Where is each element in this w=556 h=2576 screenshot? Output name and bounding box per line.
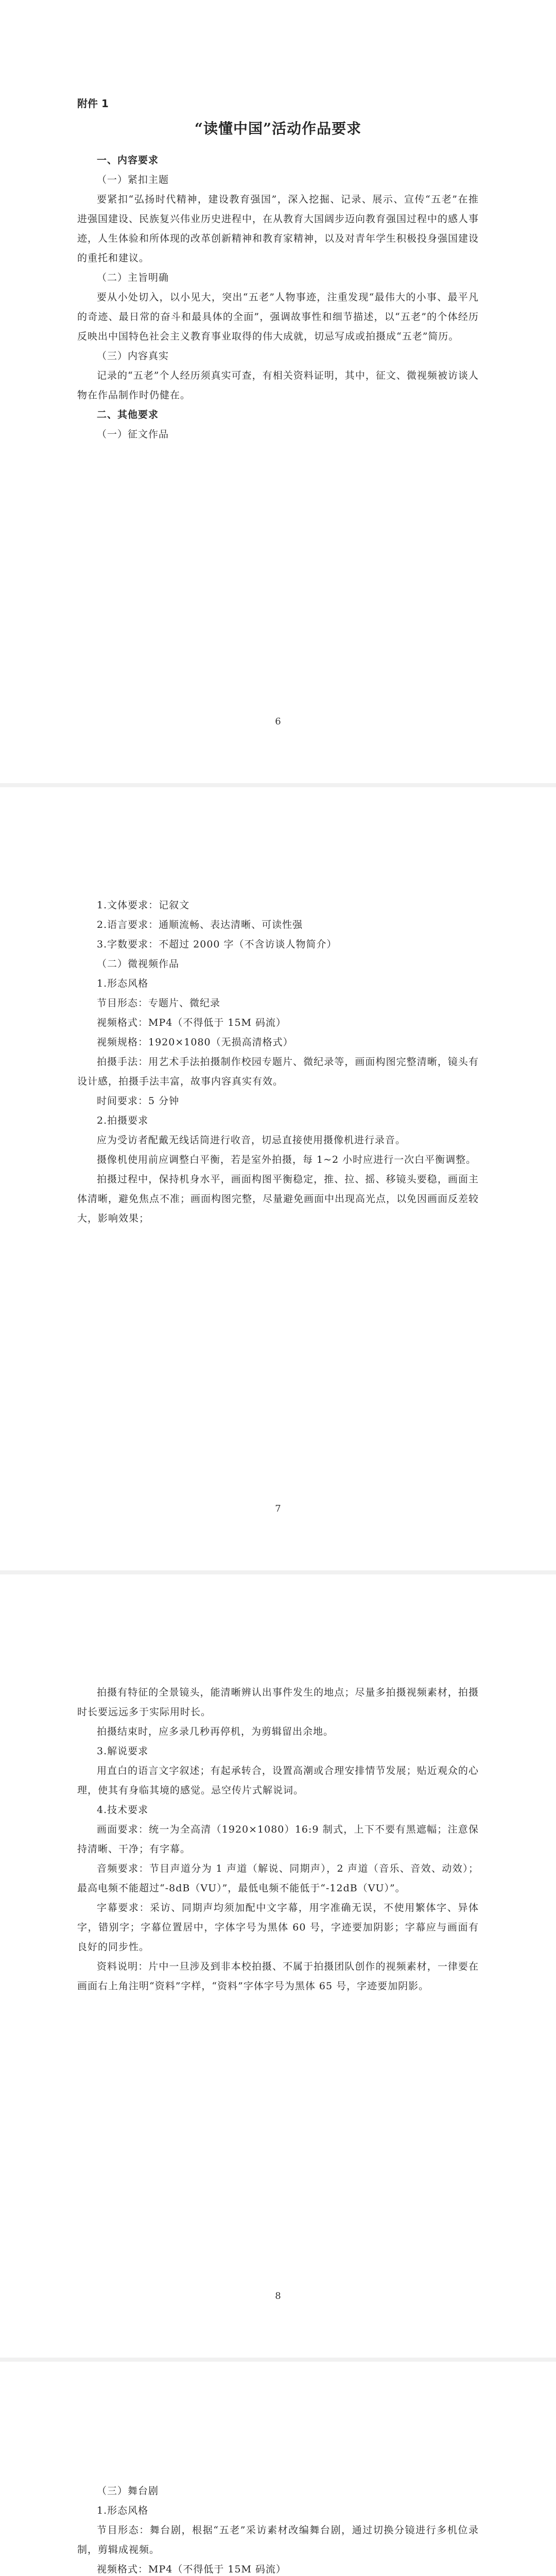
paragraph-audio: 音频要求：节目声道分为 1 声道（解说、同期声），2 声道（音乐、音效、动效）；最高电频不能超过“-8dB（VU）”，最低电频不能低于“-12dB（VU）”。 [77,1863,479,1894]
subsection-heading-video: （二）微视频作品 [97,958,180,970]
document-page-9 [0,2362,556,2576]
paragraph-framing: 拍摄过程中，保持机身水平，画面构图平衡稳定，推、拉、摇、移镜头要稳，画面主体清晰，避免焦点不准；画面构图完整，尽量避免画面中出现高光点，以免因画面反差较大，影响效果； [77,1174,479,1224]
subsection-heading-purpose: （二）主旨明确 [97,272,169,283]
paragraph-microphone: 应为受访者配戴无线话筒进行收音，切忌直接使用摄像机进行录音。 [97,1134,406,1146]
drama-form-heading: 1.形态风格 [97,2505,149,2516]
section-heading-other: 二、其他要求 [97,409,159,420]
paragraph-theme: 要紧扣“弘扬时代精神，建设教育强国”，深入挖掘、记录、展示、宣传“五老”在推进强国建设、民族复兴伟业历史进程中，在从教育大国阔步迈向教育强国过程中的感人事迹，人生体验和所体现的改革创新精神和教育家精神，以及对青年学生积极投身强国建设的重托和建议。 [77,194,479,264]
subsection-heading-drama: （三）舞台剧 [97,2485,159,2497]
paragraph-narration: 用直白的语言文字叙述；有起承转合，设置高潮或合理安排情节发展；贴近观众的心理，使其有身临其境的感觉。忌空传片式解说词。 [77,1765,479,1796]
annex-label: 附件 1 [77,97,109,110]
paragraph-authenticity: 记录的“五老”个人经历须真实可查，有相关资料证明，其中，征文、微视频被访谈人物在作品制作时仍健在。 [77,370,479,401]
drama-program-form: 节目形态：舞台剧，根据“五老”采访素材改编舞台剧，通过切换分镜进行多机位录制，剪辑成视频。 [77,2524,479,2555]
page-number: 7 [275,1503,281,1514]
document-page-8 [0,1574,556,2358]
narration-heading: 3.解说要求 [97,1745,149,1757]
video-duration: 时间要求：5 分钟 [97,1095,180,1107]
document-page-6 [0,0,556,783]
video-spec: 视频规格：1920×1080（无损高清格式） [97,1037,293,1048]
paragraph-purpose: 要从小处切入，以小见大，突出“五老”人物事迹，注重发现“最伟大的小事、最平凡的奇迹、最日常的奋斗和最具体的全面”，强调故事性和细节描述，以“五老”的个体经历反映出中国特色社会主义教育事业取得的伟大成就，切忌写成或拍摄成“五老”简历。 [77,292,479,342]
subsection-heading-theme: （一）紧扣主题 [97,174,169,185]
section-heading-content: 一、内容要求 [97,155,159,166]
essay-wordcount-line: 3.字数要求：不超过 2000 字（不含访谈人物简介） [97,939,337,950]
video-format: 视频格式：MP4（不得低于 15M 码流） [97,1017,287,1028]
paragraph-end-recording: 拍摄结束时，应多录几秒再停机，为剪辑留出余地。 [97,1726,334,1737]
subsection-heading-authenticity: （三）内容真实 [97,350,169,362]
video-shooting-heading: 2.拍摄要求 [97,1115,149,1126]
page-number: 8 [275,2291,281,2301]
essay-style-line: 1.文体要求：记叙文 [97,900,190,911]
drama-video-format: 视频格式：MP4（不得低于 15M 码流） [97,2564,287,2575]
video-program-form: 节目形态：专题片、微纪录 [97,997,221,1009]
video-shooting-technique: 拍摄手法：用艺术手法拍摄制作校园专题片、微纪录等，画面构图完整清晰，镜头有设计感，拍摄手法丰富，故事内容真实有效。 [77,1056,479,1087]
paragraph-materials: 资料说明：片中一旦涉及到非本校拍摄、不属于拍摄团队创作的视频素材，一律要在画面右上角注明“资料”字样，“资料”字体字号为黑体 65 号，字迹要加阴影。 [77,1961,479,1992]
document-title: “读懂中国”活动作品要求 [194,120,362,137]
paragraph-wide-shots: 拍摄有特征的全景镜头，能清晰辨认出事件发生的地点；尽量多拍摄视频素材，拍摄时长要远远多于实际用时长。 [77,1687,479,1718]
page-number: 6 [275,716,281,727]
paragraph-subtitles: 字幕要求：采访、同期声均须加配中文字幕，用字准确无误，不使用繁体字、异体字，错别字；字幕位置居中，字体字号为黑体 60 号，字迹要加阴影；字幕应与画面有良好的同步性。 [77,1902,479,1953]
video-form-heading: 1.形态风格 [97,978,149,989]
essay-language-line: 2.语言要求：通顺流畅、表达清晰、可读性强 [97,919,303,930]
document-page-7 [0,787,556,1570]
paragraph-white-balance: 摄像机使用前应调整白平衡，若是室外拍摄，每 1~2 小时应进行一次白平衡调整。 [97,1154,477,1165]
paragraph-picture: 画面要求：统一为全高清（1920×1080）16:9 制式，上下不要有黑遮幅；注意保持清晰、干净；有字幕。 [77,1824,479,1855]
technical-heading: 4.技术要求 [97,1804,149,1816]
subsection-heading-essay: （一）征文作品 [97,429,169,440]
